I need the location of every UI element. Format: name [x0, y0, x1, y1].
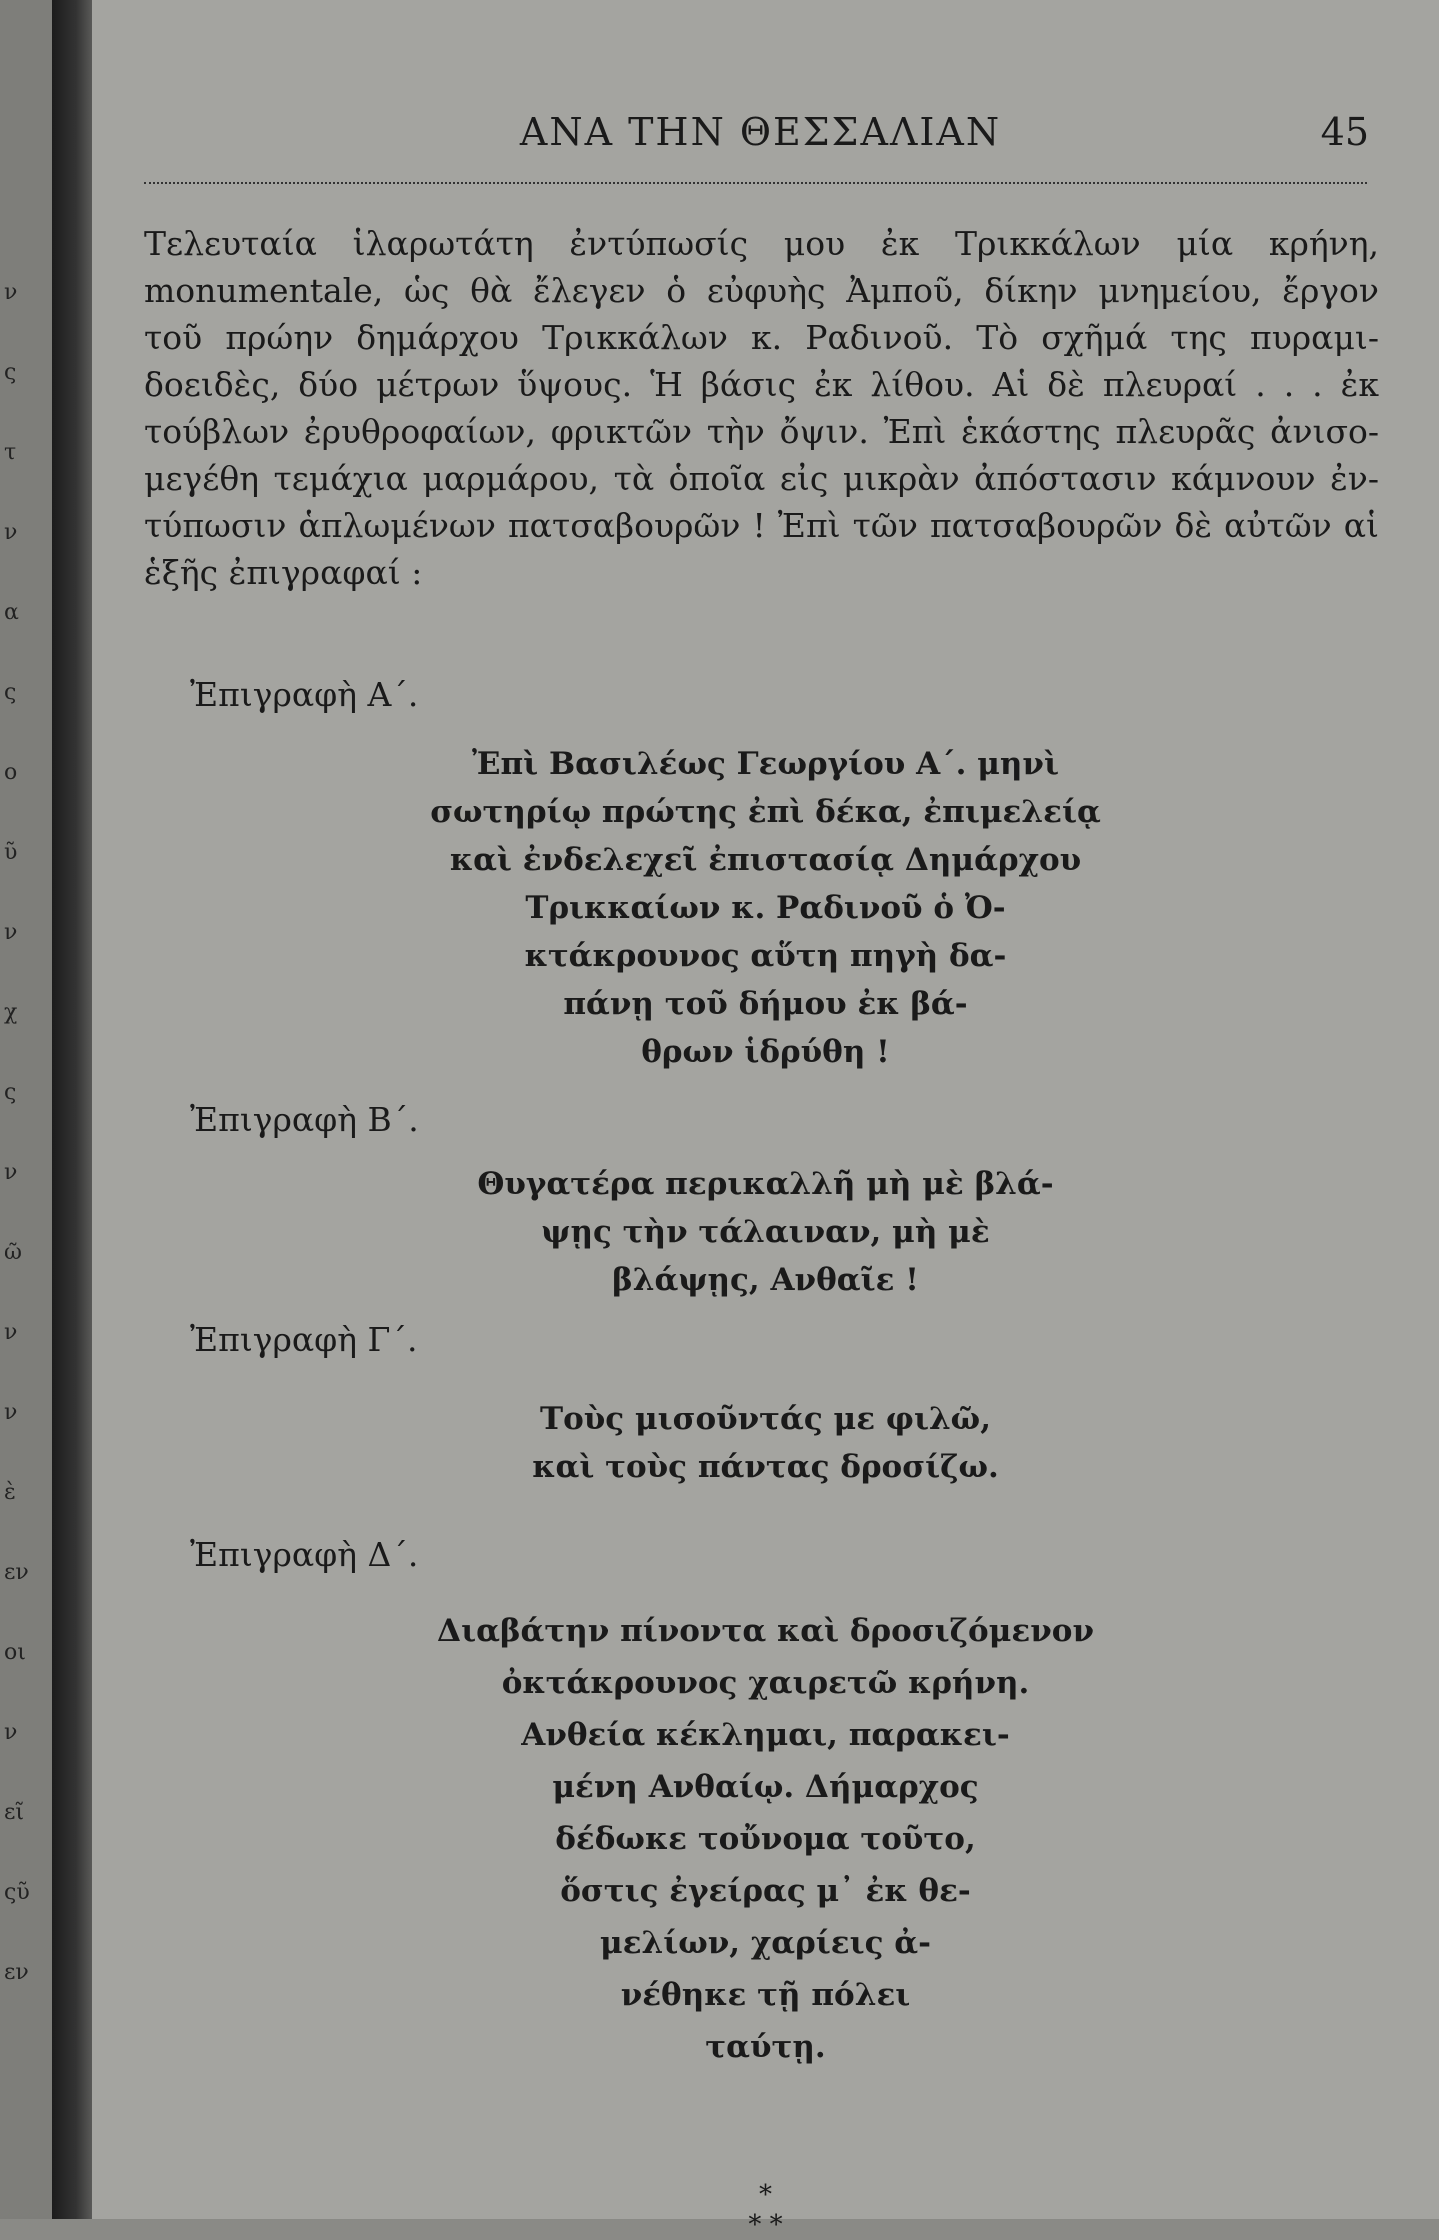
inscription-line: θρων ἱδρύθη !	[641, 1034, 890, 1070]
margin-fragment: εῖ	[4, 1800, 25, 1825]
inscription-line: πάνῃ τοῦ δήμου ἐκ βά-	[563, 986, 968, 1022]
inscription-line: Τρικκαίων κ. Ραδινοῦ ὁ Ὀ-	[525, 890, 1006, 926]
inscription-line: ὀκτάκρουνος χαιρετῶ κρήνη.	[501, 1665, 1030, 1701]
margin-fragment: ς	[4, 360, 17, 385]
paragraph-line: τούβλων ἐρυθροφαίων, φρικτῶν τὴν ὄψιν. Ἐπὶ ἑκάστης πλευρᾶς ἀνισο-	[144, 412, 1379, 451]
page-header	[152, 110, 1369, 170]
margin-fragment: ς	[4, 1080, 17, 1105]
inscription-line: καὶ ἐνδελεχεῖ ἐπιστασίᾳ Δημάρχου	[449, 842, 1082, 878]
paragraph-line: ἑξῆς ἐπιγραφαί :	[144, 553, 423, 592]
inscription-label: Ἐπιγραφὴ Δ΄.	[190, 1535, 419, 1574]
margin-fragment: εν	[4, 1960, 29, 1985]
margin-fragment: ν	[4, 520, 18, 545]
margin-fragment: ν	[4, 920, 18, 945]
inscription-line: κτάκρουνος αὕτη πηγὴ δα-	[524, 938, 1007, 974]
margin-fragment: οι	[4, 1640, 26, 1665]
inscription-line: Θυγατέρα περικαλλῆ μὴ μὲ βλά-	[477, 1166, 1054, 1202]
inscription-line: καὶ τοὺς πάντας δροσίζω.	[532, 1449, 999, 1485]
inscription-line: Ανθεία κέκλημαι, παρακει-	[521, 1717, 1010, 1753]
margin-fragment: ςῦ	[4, 1880, 30, 1905]
running-head: ΑΝΑ ΤΗΝ ΘΕΣΣΑΛΙΑΝ	[519, 110, 1002, 154]
inscription-line: δέδωκε τοὔνομα τοῦτο,	[555, 1821, 976, 1857]
margin-fragment: εν	[4, 1560, 29, 1585]
paragraph-line: δοειδὲς, δύο μέτρων ὕψους. Ἡ βάσις ἐκ λίθου. Αἱ δὲ πλευραί . . . ἐκ	[144, 365, 1379, 404]
body-paragraph	[144, 220, 1379, 596]
margin-fragment: ὲ	[4, 1480, 16, 1505]
inscription-line: βλάψῃς, Ανθαῖε !	[612, 1262, 919, 1298]
inscription-line: νέθηκε τῇ πόλει	[620, 1977, 911, 2013]
margin-fragment: ῦ	[4, 840, 18, 865]
inscription-label: Ἐπιγραφὴ Α΄.	[190, 675, 419, 714]
margin-fragment: χ	[4, 1000, 18, 1025]
inscription-line: Τοὺς μισοῦντάς με φιλῶ,	[540, 1401, 991, 1437]
inscription-line: μένη Ανθαίῳ. Δήμαρχος	[552, 1769, 979, 1805]
book-page	[92, 0, 1439, 2240]
paragraph-line: Τελευταία ἱλαρωτάτη ἐντύπωσίς μου ἐκ Τρικκάλων μία κρήνη,	[144, 224, 1379, 263]
margin-fragment: τ	[4, 440, 17, 465]
inscription-label: Ἐπιγραφὴ Γ΄.	[190, 1320, 418, 1359]
inscription-line: ταύτῃ.	[705, 2029, 826, 2065]
paragraph-line: τοῦ πρώην δημάρχου Τρικκάλων κ. Ραδινοῦ. Τὸ σχῆμά της πυραμι-	[144, 318, 1379, 357]
inscription-text	[92, 1395, 1439, 1491]
margin-fragment: ῶ	[4, 1240, 22, 1265]
inscription-label: Ἐπιγραφὴ Β΄.	[190, 1100, 419, 1139]
inscription-text	[92, 740, 1439, 1076]
inscription-text	[92, 1160, 1439, 1304]
end-ornament	[92, 2180, 1439, 2240]
margin-fragment: ν	[4, 1160, 18, 1185]
adjacent-page-edge	[0, 0, 52, 2219]
header-rule	[144, 182, 1367, 184]
paragraph-line: τύπωσιν ἁπλωμένων πατσαβουρῶν ! Ἐπὶ τῶν πατσαβουρῶν δὲ αὐτῶν αἱ	[144, 506, 1379, 545]
end-stars: * *	[748, 2210, 783, 2240]
end-star: *	[759, 2180, 772, 2210]
inscription-line: μελίων, χαρίεις ἀ-	[600, 1925, 931, 1961]
inscription-line: ψῃς τὴν τάλαιναν, μὴ μὲ	[541, 1214, 990, 1250]
inscription-line: σωτηρίῳ πρώτης ἐπὶ δέκα, ἐπιμελείᾳ	[430, 794, 1101, 830]
book-gutter	[52, 0, 92, 2219]
margin-fragment: ν	[4, 1400, 18, 1425]
paragraph-line: monumentale, ὡς θὰ ἔλεγεν ὁ εὐφυὴς Ἀμποῦ, δίκην μνημείου, ἔργον	[144, 271, 1379, 310]
paragraph-line: μεγέθη τεμάχια μαρμάρου, τὰ ὁποῖα εἰς μικρὰν ἀπόστασιν κάμνουν ἐν-	[144, 459, 1379, 498]
margin-fragment: ν	[4, 1720, 18, 1745]
inscription-line: ὅστις ἐγείρας μ᾽ ἐκ θε-	[560, 1873, 971, 1909]
inscription-line: Διαβάτην πίνοντα καὶ δροσιζόμενον	[437, 1613, 1094, 1649]
page-number: 45	[1320, 110, 1369, 154]
margin-fragment: ο	[4, 760, 18, 785]
inscription-line: Ἐπὶ Βασιλέως Γεωργίου Α΄. μηνὶ	[472, 746, 1059, 782]
margin-fragment: ν	[4, 280, 18, 305]
margin-fragment: ν	[4, 1320, 18, 1345]
inscription-text	[92, 1605, 1439, 2073]
margin-fragment: ς	[4, 680, 17, 705]
margin-fragment: α	[4, 600, 19, 625]
